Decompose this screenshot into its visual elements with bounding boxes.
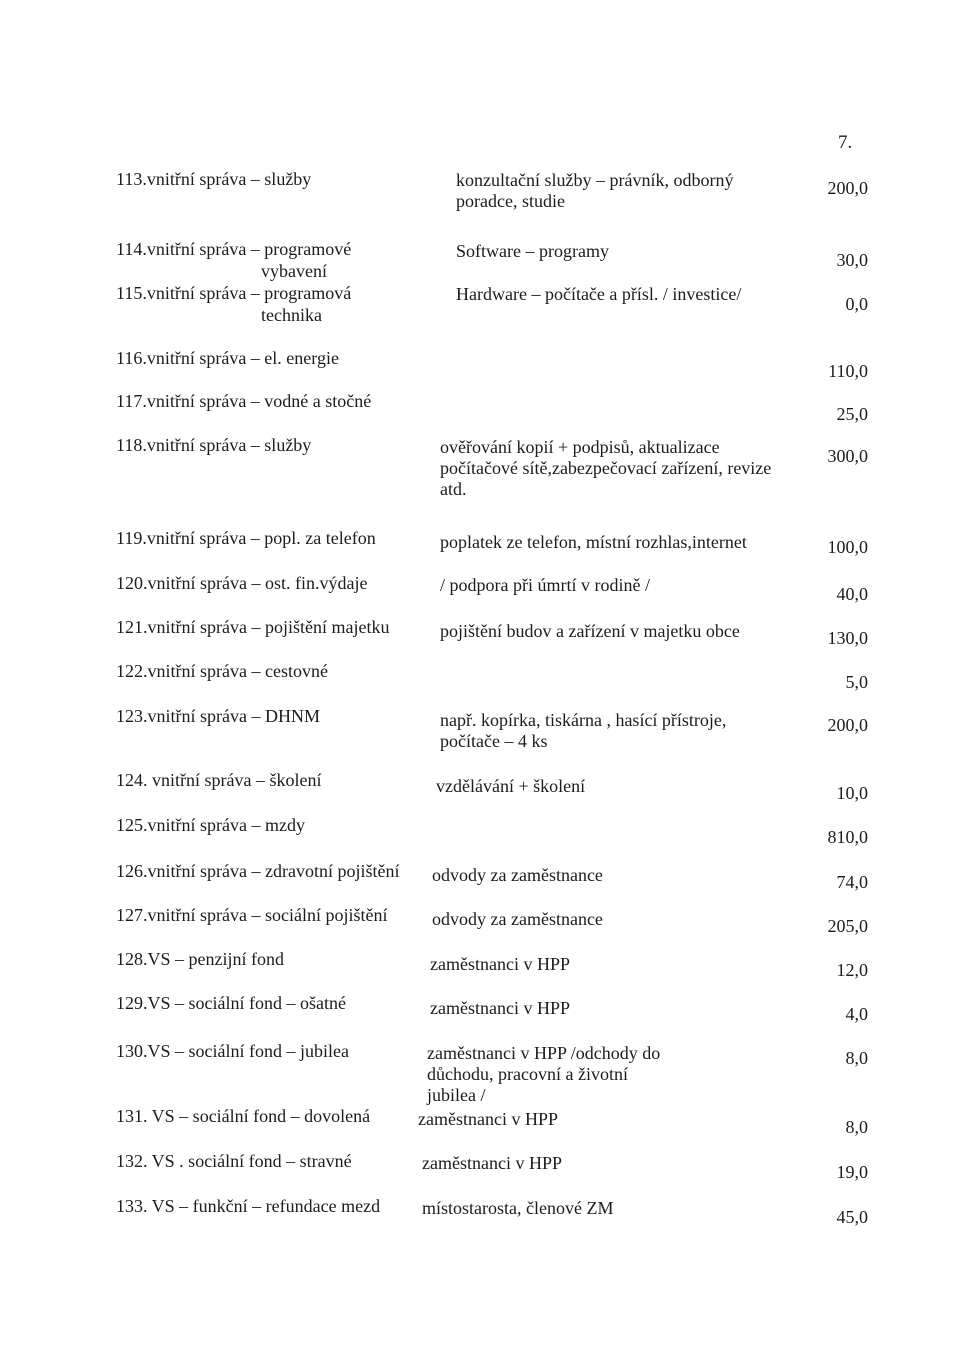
item-amount: 40,0: [836, 584, 868, 604]
item-amount: 30,0: [836, 250, 868, 270]
item-amount: 0,0: [845, 294, 868, 314]
item-description: Hardware – počítače a přísl. / investice/: [456, 284, 742, 304]
item-label: 129.VS – sociální fond – ošatné: [116, 993, 346, 1013]
item-label: 121.vnitřní správa – pojištění majetku: [116, 617, 390, 637]
item-amount: 10,0: [836, 783, 868, 803]
item-amount: 110,0: [828, 361, 868, 381]
item-label: 117.vnitřní správa – vodné a stočné: [116, 391, 372, 411]
item-label: 122.vnitřní správa – cestovné: [116, 661, 328, 681]
item-label: 120.vnitřní správa – ost. fin.výdaje: [116, 573, 368, 593]
item-description: zaměstnanci v HPP: [418, 1109, 558, 1129]
item-description: např. kopírka, tiskárna , hasící přístroje, počítače – 4 ks: [440, 710, 727, 751]
item-amount: 130,0: [827, 628, 868, 648]
item-description: Software – programy: [456, 241, 609, 261]
item-amount: 205,0: [827, 916, 868, 936]
item-amount: 8,0: [845, 1048, 868, 1068]
item-label: 118.vnitřní správa – služby: [116, 435, 312, 455]
item-label: 113.vnitřní správa – služby: [116, 169, 312, 189]
item-description: pojištění budov a zařízení v majetku obce: [440, 621, 740, 641]
item-amount: 19,0: [836, 1162, 868, 1182]
item-amount: 200,0: [827, 178, 868, 198]
item-label-line2: technika: [261, 305, 322, 325]
item-description: zaměstnanci v HPP: [430, 998, 570, 1018]
item-label: 123.vnitřní správa – DHNM: [116, 706, 320, 726]
item-amount: 4,0: [845, 1004, 868, 1024]
item-amount: 300,0: [827, 446, 868, 466]
item-label: [116, 282, 426, 326]
item-description: místostarosta, členové ZM: [422, 1198, 614, 1218]
budget-row: [0, 168, 960, 248]
item-description: zaměstnanci v HPP: [422, 1153, 562, 1173]
item-label-line1: 114.vnitřní správa – programové: [116, 239, 352, 259]
budget-row: [0, 1195, 960, 1275]
item-description: zaměstnanci v HPP: [430, 954, 570, 974]
item-label: 125.vnitřní správa – mzdy: [116, 815, 305, 835]
item-label: 116.vnitřní správa – el. energie: [116, 348, 339, 368]
item-description: vzdělávání + školení: [436, 776, 586, 796]
item-description: / podpora při úmrtí v rodině /: [440, 575, 650, 595]
item-amount: 45,0: [836, 1207, 868, 1227]
item-label: 130.VS – sociální fond – jubilea: [116, 1041, 349, 1061]
item-label: 128.VS – penzijní fond: [116, 949, 284, 969]
item-label: 119.vnitřní správa – popl. za telefon: [116, 528, 376, 548]
item-label: 131. VS – sociální fond – dovolená: [116, 1106, 371, 1126]
item-label-line1: 115.vnitřní správa – programová: [116, 283, 352, 303]
item-description: odvody za zaměstnance: [432, 909, 603, 929]
item-label: 133. VS – funkční – refundace mezd: [116, 1196, 381, 1216]
item-label: 126.vnitřní správa – zdravotní pojištění: [116, 861, 400, 881]
item-amount: 200,0: [827, 715, 868, 735]
item-description: odvody za zaměstnance: [432, 865, 603, 885]
item-amount: 5,0: [845, 672, 868, 692]
item-amount: 74,0: [836, 872, 868, 892]
item-label-line2: vybavení: [261, 261, 327, 281]
item-amount: 100,0: [827, 537, 868, 557]
item-amount: 25,0: [836, 404, 868, 424]
item-description: zaměstnanci v HPP /odchody do důchodu, pracovní a životní jubilea /: [427, 1043, 661, 1105]
item-description: poplatek ze telefon, místní rozhlas,internet: [440, 532, 747, 552]
item-amount: 8,0: [845, 1117, 868, 1137]
budget-row: [0, 434, 960, 514]
item-description: konzultační služby – právník, odborný poradce, studie: [456, 170, 734, 211]
item-description: ověřování kopií + podpisů, aktualizace počítačové sítě,zabezpečovací zařízení, revize atd.: [440, 437, 772, 499]
item-label: [116, 238, 426, 282]
item-label: 127.vnitřní správa – sociální pojištění: [116, 905, 388, 925]
item-amount: 12,0: [836, 960, 868, 980]
item-label: 124. vnitřní správa – školení: [116, 770, 322, 790]
item-amount: 810,0: [827, 827, 868, 847]
page-number: 7.: [838, 132, 853, 153]
item-label: 132. VS . sociální fond – stravné: [116, 1151, 352, 1171]
